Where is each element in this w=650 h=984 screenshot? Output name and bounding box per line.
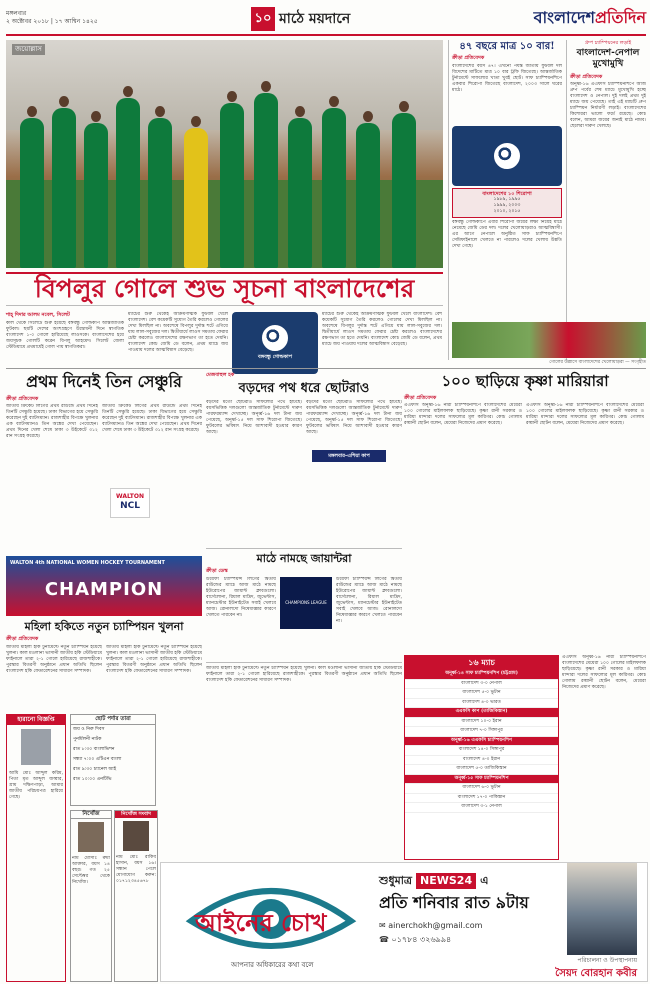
results-section: অনূর্ধ্ব-১৬ এএফসি চ্যাম্পিয়নশিপ (405, 737, 558, 747)
girls-col1: এএফসি অনূর্ধ্ব-১৬ নারী চ্যাম্পিয়নশিপে বাংলাদেশের মেয়েরা ১০০ গোলের মাইলফলক ছাড়িয়েছে। কৃষ্ণা রানী সরকার ও মারিয়া মান্দারা দলের সাফল্যের মূল কারিগর। কোচ গোলাম রব্বানী ছোটন বলেন, মেয়েরা নিজেদের প্রমাণ করেছে। (404, 403, 522, 426)
section-heading (251, 6, 350, 32)
listing-item: সন্ধ্যা ৭:০০ এটিএন বাংলা (73, 757, 122, 763)
hockey-col3: জাতীয় মহিলা হকি টুর্নামেন্টে নতুন চ্যাম্পিয়ন হয়েছে খুলনা। কাল মওলানা ভাসানী জাতীয় হকি স্টেডিয়ামে ফাইনালে তারা ২-১ গোলে হারিয়েছে রাজশাহীকে। পুরস্কার বিতরণী অনুষ্ঠানে প্রধান অতিথি ছিলেন বাংলাদেশ হকি ফেডারেশনের সাধারণ সম্পাদক। (206, 666, 402, 683)
results-section: অনূর্ধ্ব-১৪ সাফ চ্যাম্পিয়নশিপ (চট্টগ্রাম) (405, 670, 558, 680)
banner-text: WALTON 4th NATIONAL WOMEN HOCKEY TOURNAMENT (10, 560, 165, 566)
walton-ncl-logo (110, 488, 150, 518)
missing-notice (70, 810, 112, 982)
girls-story (404, 372, 646, 652)
byline: ক্রীড়া প্রতিবেদক (404, 394, 437, 401)
lead-story-col1 (6, 312, 124, 360)
trophy-graphic (452, 126, 562, 186)
hockey-col2: জাতীয় মহিলা হকি টুর্নামেন্টে নতুন চ্যাম্পিয়ন হয়েছে খুলনা। কাল মওলানা ভাসানী জাতীয় হকি স্টেডিয়ামে ফাইনালে তারা ২-১ গোলে হারিয়েছে রাজশাহীকে। পুরস্কার বিতরণী অনুষ্ঠানে প্রধান অতিথি ছিলেন বাংলাদেশ হকি ফেডারেশনের সাধারণ সম্পাদক। (106, 644, 202, 674)
brand-sub: NCL (120, 501, 140, 512)
listing-title: ছোট পর্দার তারা (71, 715, 155, 725)
result-row: বাংলাদেশ ৭-০ সিঙ্গাপুর (405, 727, 558, 737)
column-rule (566, 40, 567, 360)
football-icon (262, 325, 288, 351)
notice-photo (21, 729, 51, 765)
asia-cup-ribbon: মঙ্গলবার-এশিয়া কাপ (312, 450, 386, 462)
year-row: ১৯৮৯, ১৯৯৫ (493, 197, 521, 202)
tv-listing (70, 714, 156, 806)
section-divider (6, 368, 646, 369)
ucl-story (206, 552, 402, 658)
byline: ক্রীড়া প্রতিবেদক (452, 55, 485, 61)
result-row: বাংলাদেশ ৪-০ ভারত (405, 699, 558, 709)
result-row: বাংলাদেশ ৩-০ নেপাল (405, 680, 558, 690)
ucl-headline[interactable]: মাঠে নামছে জায়ান্টরা (256, 552, 352, 565)
player (254, 93, 278, 268)
girls-headline[interactable]: ১০০ ছাড়িয়ে কৃষ্ণা মারিয়ারা (441, 372, 609, 390)
result-row: বাংলাদেশ ৬-০ ভুটান (405, 784, 558, 794)
player (116, 98, 140, 268)
byline: ক্রীড়া প্রতিবেদক (6, 395, 39, 402)
ucl-col3: উয়েফা চ্যাম্পিয়ন্স লিগের দ্বিতীয় রাউন্ডের ম্যাচে আজ মাঠে নামছে ইউরোপের জায়ান্ট ক্লাবগুলো। বার্সেলোনা, রিয়াল মাদ্রিদ, জুভেন্টাস, ম্যানচেস্টার ইউনাইটেড সবাই খেলবে আজ। রোনালদো নিষেধাজ্ঞার কারণে খেলতে পারবেন না। (336, 576, 402, 624)
youth-col2: বড়দের মতো ছোটরাও সাফল্যের পথে হাঁটছে। বয়সভিত্তিক দলগুলো আন্তর্জাতিক টুর্নামেন্টে দারুণ পারফরম্যান্স দেখাচ্ছে। অনূর্ধ্ব-১৬ দল টানা জয় পেয়েছে, অনূর্ধ্ব-১৫ দল সাফ শিরোপা জিতেছে। ফুটবলের ভবিষ্যৎ নিয়ে আশাবাদী হওয়ার কারণ আছে। (306, 400, 402, 436)
results-section: এএফসি কাপ (তাজিকিস্তান) (405, 708, 558, 718)
brand-part-b: প্রতিদিন (594, 8, 646, 27)
result-row: বাংলাদেশ ৫-০ ভুটান (405, 689, 558, 699)
player (148, 118, 172, 268)
gold-cup-logo (232, 312, 318, 374)
byline: ক্রীড়া ডেস্ক (206, 568, 228, 575)
phone-icon: ☎ (379, 935, 392, 944)
phone-text: ০১৭৮৪ ৩২৬৯৯৪ (391, 935, 452, 944)
year-row: ১৯৯৯, ২০০৩ (493, 202, 521, 208)
byline: ক্রীড়া প্রতিবেদক (570, 73, 603, 80)
result-row: বাংলাদেশ ৪-০ ইরান (405, 756, 558, 766)
host-name: সৈয়দ বোরহান কবীর (555, 968, 637, 979)
column-rule (206, 662, 402, 663)
missing-text: নাম মোঃ রাকিব হাসান, বয়স ১৬। সন্ধান পেলে যোগাযোগ করুন: ০১৭১২৩৪৫৬৭৮ (116, 854, 156, 884)
player (356, 123, 380, 268)
title-paragraph: বাংলাদেশের বয়স ৪৭। এখনো পর্যন্ত জাতীয় ফুটবল দল বিদেশের মাটিতে মাত্র ১০ বার ট্রফি জিতেছে। আন্তর্জাতিক টুর্নামেন্টে সাফল্যের খাতা খুবই ছোট। সাফ চ্যাম্পিয়নশিপে একবার শিরোপা জিতেছে বাংলাদেশ, ২০০৩ সালে ঘরের মাঠে। (452, 63, 562, 93)
result-row: বাংলাদেশ ৩-১ নেপাল (405, 803, 558, 813)
channel-logo: NEWS24 (416, 873, 476, 889)
missing-photo (123, 821, 149, 851)
cricket-col1: জাতীয় ক্রিকেট লিগের প্রথম রাউন্ডে প্রথম দিনেই তিনটি সেঞ্চুরি হয়েছে। ঢাকা বিভাগের হয়ে সেঞ্চুরি করেছেন দুই ব্যাটসম্যান। রাজশাহীর বিপক্ষে খুলনার এক ব্যাটসম্যানও তিন অঙ্কের দেখা পেয়েছেন। প্রথম দিনের খেলা শেষে ঢাকা ৩ উইকেটে ৩১২ রান সংগ্রহ করেছে। (6, 404, 98, 440)
lead-headline[interactable]: বিপলুর গোলে শুভ সূচনা বাংলাদেশের (6, 272, 443, 306)
listing-item: পুনর্মিলনী নাটক (73, 737, 102, 743)
kicker: গ্রুপ চ্যাম্পিয়নের লড়াই (584, 40, 632, 46)
ucl-logo-text: CHAMPIONS LEAGUE (285, 600, 327, 606)
show-tagline: আপনার অধিকারের কথা বলে (231, 961, 314, 969)
cricket-story (6, 372, 202, 552)
channel-line (379, 873, 488, 889)
hockey-headline[interactable]: মহিলা হকিতে নতুন চ্যাম্পিয়ন খুলনা (24, 620, 184, 633)
lead-story-col4: ম্যাচের শুরু থেকেই আক্রমণাত্মক ফুটবল খেলে বাংলাদেশ। বেশ কয়েকটি সুযোগ তৈরি করলেও গোলের দেখা মিলছিল না। অবশেষে বিপলুর দুর্দান্ত শটে এগিয়ে যায় লাল-সবুজের দল। দ্বিতীয়ার্ধে লাওস সমতায় ফেরার চেষ্টা করলেও বাংলাদেশের রক্ষণভাগ তা হতে দেয়নি। বাংলাদেশ কোচ জেমি ডে বলেন, প্রথম ম্যাচে জয় পাওয়ায় দলের আত্মবিশ্বাস বেড়েছে। (322, 312, 442, 347)
player (220, 103, 244, 268)
player (20, 118, 44, 268)
title-headline[interactable]: ৪৭ বছরে মাত্র ১০ বার! (459, 41, 555, 52)
missing-title-2: নিখোঁজ সংবাদ (115, 811, 157, 818)
girls-col2: এএফসি অনূর্ধ্ব-১৬ নারী চ্যাম্পিয়নশিপে বাংলাদেশের মেয়েরা ১০০ গোলের মাইলফলক ছাড়িয়েছে। কৃষ্ণা রানী সরকার ও মারিয়া মান্দারা দলের সাফল্যের মূল কারিগর। কোচ গোলাম রব্বানী ছোটন বলেন, মেয়েরা নিজেদের প্রমাণ করেছে। (526, 403, 644, 426)
u16-paragraph: অনূর্ধ্ব-১৬ এএফসি চ্যাম্পিয়নশিপে আজ গ্রুপ পর্বের শেষ ম্যাচে মুখোমুখি হচ্ছে বাংলাদেশ ও নেপাল। দুই দলই প্রথম দুই ম্যাচে জয় পেয়েছে। তাই এই ম্যাচটি গ্রুপ চ্যাম্পিয়ন নির্ধারণী লড়াই। বাংলাদেশের কিশোররা ভালো ফর্মে রয়েছে। কোচ বলেন, আমরা জয়ের জন্যই মাঠে নামব। ছেলেরা দারুণ খেলছে। (570, 82, 646, 130)
page-number: ১০ (251, 7, 275, 31)
notice-title: হারানো বিজ্ঞপ্তি (7, 715, 65, 725)
youth-story (206, 372, 402, 552)
player (392, 113, 416, 268)
channel-suffix: এ (480, 874, 489, 887)
trophy-icon (494, 143, 520, 169)
byline: শাহ্ দিদার আলম নবেল, সিলেট (6, 312, 70, 318)
result-row: বাংলাদেশ ১৪-০ সিঙ্গাপুর (405, 746, 558, 756)
column-rule (206, 548, 402, 549)
brand-part-a: বাংলাদেশ (533, 8, 595, 27)
player (322, 108, 346, 268)
goalkeeper (184, 128, 208, 268)
ad-email[interactable] (379, 921, 482, 931)
cricket-headline[interactable]: প্রথম দিনেই তিন সেঞ্চুরি (26, 372, 182, 391)
results-section: অনূর্ধ্ব-১৫ সাফ চ্যাম্পিয়নশিপ (405, 775, 558, 785)
host-role: পরিচালনা ও উপস্থাপনায় (577, 957, 637, 964)
missing-photo (78, 822, 104, 852)
photo-tag: জয়োল্লাস (12, 44, 45, 55)
hockey-photo (6, 556, 202, 616)
tv-program-ad[interactable] (160, 862, 648, 982)
ad-phone[interactable] (379, 935, 451, 945)
byline: মেজবাহুল হক (206, 372, 235, 378)
listing-item: জয় ও নিরু দিবস (73, 727, 105, 733)
notice-text: আমি মোঃ আব্দুল করিম, পিতা মৃত আব্দুল জব্বার, গ্রাম দক্ষিণপাড়া, আমার জাতীয় পরিচয়পত্র হারিয়ে গেছে। (9, 770, 63, 800)
result-row: বাংলাদেশ ১৭-০ পাকিস্তান (405, 794, 558, 804)
listing-item: রাত ৮:৩০ বাংলাভিশন (73, 747, 115, 753)
lead-paragraph: কাল থেকে সিলেটে শুরু হয়েছে বঙ্গবন্ধু গোল্ডকাপ আন্তর্জাতিক ফুটবল। ছয়টি দেশের অংশগ্রহণে উদ্বোধনী দিনে স্বাগতিক বাংলাদেশ ১-০ গোলে হারিয়েছে লাওসকে। বাংলাদেশের হয়ে জয়সূচক গোলটি করেন বিপলু আহমেদ। সিলেট জেলা স্টেডিয়ামে প্রথমার্ধেই গোল পায় স্বাগতিকরা। (6, 320, 124, 350)
ucl-col1: উয়েফা চ্যাম্পিয়ন্স লিগের দ্বিতীয় রাউন্ডের ম্যাচে আজ মাঠে নামছে ইউরোপের জায়ান্ট ক্লাবগুলো। বার্সেলোনা, রিয়াল মাদ্রিদ, জুভেন্টাস, ম্যানচেস্টার ইউনাইটেড সবাই খেলবে আজ। রোনালদো নিষেধাজ্ঞার কারণে খেলতে পারবেন না। (206, 576, 276, 618)
result-row: বাংলাদেশ ৫-০ তাজিকিস্তান (405, 765, 558, 775)
u16-story (570, 40, 646, 320)
results-box (404, 655, 559, 860)
photo-caption: গোলের উল্লাসে বাংলাদেশের খেলোয়াড়রা — সংগৃহীত (549, 360, 646, 365)
listing-item: রাত ১০:০০ এনটিভি (73, 776, 112, 782)
missing-notice-2 (114, 810, 158, 982)
lead-photo (6, 40, 443, 268)
hockey-story (6, 636, 202, 705)
player (52, 108, 76, 268)
result-row: বাংলাদেশ ১০-০ ইরান (405, 718, 558, 728)
player (84, 123, 108, 268)
results-title: ১৬ ম্যাচ (405, 656, 558, 670)
year-row: ২০১০, ২০১৫ (493, 208, 521, 214)
weekday: মঙ্গলবার (6, 10, 27, 17)
page-header (6, 4, 646, 36)
section-title: মাঠে ময়দানে (279, 10, 351, 27)
u16-headline[interactable]: বাংলাদেশ-নেপাল মুখোমুখি (576, 47, 640, 70)
byline: ক্রীড়া প্রতিবেদক (6, 636, 39, 642)
table-title: বাংলাদেশের ১০ শিরোপা (482, 190, 532, 197)
only-text: শুধুমাত্র (379, 874, 413, 887)
youth-headline[interactable]: বড়দের পথ ধরে ছোটরাও (238, 380, 370, 396)
ucl-logo (280, 577, 332, 629)
issue-date (6, 10, 98, 26)
email-text: ainerchokh@gmail.com (388, 921, 483, 930)
email-icon: ✉ (379, 921, 389, 930)
listing-item: রাত ৯:৩০ চ্যানেল আই (73, 767, 117, 773)
u16-photo (452, 322, 646, 358)
show-name: আইনের চোখ (195, 908, 327, 937)
title-paragraph-2: বঙ্গবন্ধু গোল্ডকাপে এবার শিরোপা জয়ের লক্ষ্য নিয়েই মাঠে নেমেছে জেমি ডের দল। দলের খেলোয়াড়রাও আত্মবিশ্বাসী। এর আগে নেপালে অনুষ্ঠিত সাফ চ্যাম্পিয়নশিপে সেমিফাইনালে খেলতে না পারলেও দলের খেলায় উন্নতি দেখা গেছে। (452, 219, 562, 249)
youth-col1: বড়দের মতো ছোটরাও সাফল্যের পথে হাঁটছে। বয়সভিত্তিক দলগুলো আন্তর্জাতিক টুর্নামেন্টে দারুণ পারফরম্যান্স দেখাচ্ছে। অনূর্ধ্ব-১৬ দল টানা জয় পেয়েছে, অনূর্ধ্ব-১৫ দল সাফ শিরোপা জিতেছে। ফুটবলের ভবিষ্যৎ নিয়ে আশাবাদী হওয়ার কারণ আছে। (206, 400, 302, 436)
host-photo (567, 863, 637, 955)
player (288, 118, 312, 268)
missing-text: নাম মোসাঃ রুমা আক্তার, বয়স ১৪ বছর। গত ২৫ সেপ্টেম্বর থেকে নিখোঁজ। (72, 856, 110, 886)
brand-text: WALTON (115, 493, 145, 501)
cricket-col2: জাতীয় ক্রিকেট লিগের প্রথম রাউন্ডে প্রথম দিনেই তিনটি সেঞ্চুরি হয়েছে। ঢাকা বিভাগের হয়ে সেঞ্চুরি করেছেন দুই ব্যাটসম্যান। রাজশাহীর বিপক্ষে খুলনার এক ব্যাটসম্যানও তিন অঙ্কের দেখা পেয়েছেন। প্রথম দিনের খেলা শেষে ঢাকা ৩ উইকেটে ৩১২ রান সংগ্রহ করেছে। (102, 404, 202, 434)
masthead-brand[interactable] (534, 8, 646, 29)
lost-notice (6, 714, 66, 982)
banner-champion: CHAMPION (44, 579, 164, 600)
lead-story-col2: ম্যাচের শুরু থেকেই আক্রমণাত্মক ফুটবল খেলে বাংলাদেশ। বেশ কয়েকটি সুযোগ তৈরি করলেও গোলের দেখা মিলছিল না। অবশেষে বিপলুর দুর্দান্ত শটে এগিয়ে যায় লাল-সবুজের দল। দ্বিতীয়ার্ধে লাওস সমতায় ফেরার চেষ্টা করলেও বাংলাদেশের রক্ষণভাগ তা হতে দেয়নি। বাংলাদেশ কোচ জেমি ডে বলেন, প্রথম ম্যাচে জয় পাওয়ায় দলের আত্মবিশ্বাস বেড়েছে। (128, 312, 228, 353)
titles-table (452, 188, 562, 218)
airtime: প্রতি শনিবার রাত ৯টায় (379, 893, 529, 912)
date: ২ অক্টোবর ২০১৮ | ১৭ আশ্বিন ১৪২৫ (6, 17, 98, 25)
hockey-col1: জাতীয় মহিলা হকি টুর্নামেন্টে নতুন চ্যাম্পিয়ন হয়েছে খুলনা। কাল মওলানা ভাসানী জাতীয় হকি স্টেডিয়ামে ফাইনালে তারা ২-১ গোলে হারিয়েছে রাজশাহীকে। পুরস্কার বিতরণী অনুষ্ঠানে প্রধান অতিথি ছিলেন বাংলাদেশ হকি ফেডারেশনের সাধারণ সম্পাদক। (6, 644, 102, 674)
title-story (452, 40, 562, 360)
girls-col3: এএফসি অনূর্ধ্ব-১৬ নারী চ্যাম্পিয়নশিপে বাংলাদেশের মেয়েরা ১০০ গোলের মাইলফলক ছাড়িয়েছে। কৃষ্ণা রানী সরকার ও মারিয়া মান্দারা দলের সাফল্যের মূল কারিগর। কোচ গোলাম রব্বানী ছোটন বলেন, মেয়েরা নিজেদের প্রমাণ করেছে। (562, 655, 646, 690)
column-rule (448, 40, 449, 360)
missing-title: নিখোঁজ (71, 811, 111, 819)
logo-caption: বঙ্গবন্ধু গোল্ডকাপ (258, 354, 292, 361)
